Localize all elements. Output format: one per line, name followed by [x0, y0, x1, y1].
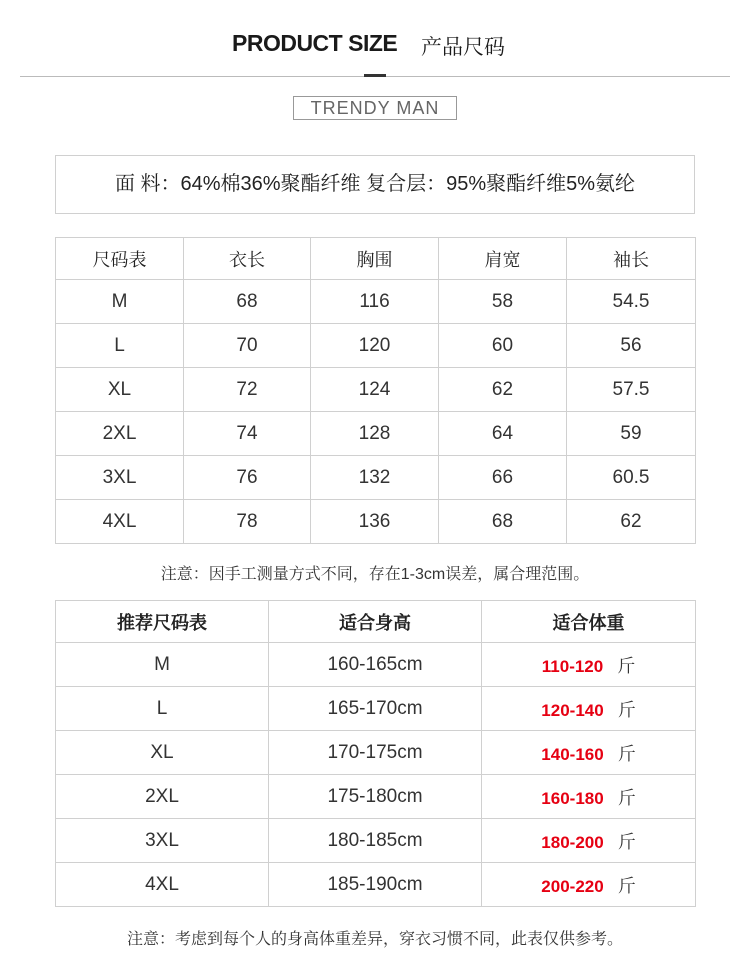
measurement-cell: 54.5	[567, 280, 696, 324]
size-label-cell: 3XL	[56, 819, 269, 863]
measurement-cell: 68	[184, 280, 311, 324]
weight-unit: 斤	[617, 831, 636, 852]
height-range-cell: 185-190cm	[269, 863, 482, 907]
size-label-cell: L	[56, 687, 269, 731]
size-table-header-row	[56, 238, 696, 280]
measurement-cell: 66	[439, 456, 567, 500]
measurement-note: 注意：因手工测量方式不同，存在1-3cm误差，属合理范围。	[160, 566, 590, 583]
recommend-table-header-row	[56, 601, 696, 643]
recommend-table	[55, 600, 696, 907]
recommend-table-row	[56, 731, 696, 775]
size-label-cell: 2XL	[56, 412, 184, 456]
weight-unit: 斤	[617, 655, 636, 676]
size-table-row	[56, 324, 696, 368]
measurement-cell: 58	[439, 280, 567, 324]
size-table-header-cell: 胸围	[311, 238, 439, 280]
measurement-cell: 68	[439, 500, 567, 544]
recommend-table-header-cell: 适合身高	[269, 601, 482, 643]
measurement-cell: 74	[184, 412, 311, 456]
brand-tag: TRENDY MAN	[293, 96, 457, 120]
measurement-cell: 59	[567, 412, 696, 456]
size-label-cell: M	[56, 280, 184, 324]
size-table-header-cell: 尺码表	[56, 238, 184, 280]
recommend-table-row	[56, 863, 696, 907]
measurement-cell: 60	[439, 324, 567, 368]
measurement-cell: 60.5	[567, 456, 696, 500]
weight-range-value: 200-220	[541, 876, 604, 896]
measurement-cell: 62	[567, 500, 696, 544]
measurement-cell: 128	[311, 412, 439, 456]
size-table-header-cell: 衣长	[184, 238, 311, 280]
weight-range-value: 110-120	[541, 656, 604, 676]
measurement-cell: 120	[311, 324, 439, 368]
size-table-row	[56, 456, 696, 500]
size-label-cell: 3XL	[56, 456, 184, 500]
recommend-table-header-cell: 推荐尺码表	[56, 601, 269, 643]
size-label-cell: XL	[56, 368, 184, 412]
weight-unit: 斤	[617, 875, 636, 896]
measurement-cell: 132	[311, 456, 439, 500]
measurement-cell: 62	[439, 368, 567, 412]
size-table-header-cell: 袖长	[567, 238, 696, 280]
recommend-table-row	[56, 775, 696, 819]
size-label-cell: L	[56, 324, 184, 368]
weight-unit: 斤	[617, 743, 636, 764]
size-table-header-cell: 肩宽	[439, 238, 567, 280]
size-table	[55, 237, 696, 544]
reference-note: 注意：考虑到每个人的身高体重差异，穿衣习惯不同，此表仅供参考。	[126, 931, 623, 948]
weight-range-value: 120-140	[541, 700, 604, 720]
weight-range-value: 140-160	[541, 744, 604, 764]
fabric-composition: 面 料：64%棉36%聚酯纤维 复合层：95%聚酯纤维5%氨纶	[55, 155, 695, 214]
weight-range-value: 180-200	[541, 832, 604, 852]
measurement-cell: 76	[184, 456, 311, 500]
measurement-cell: 70	[184, 324, 311, 368]
measurement-cell: 124	[311, 368, 439, 412]
size-table-row	[56, 500, 696, 544]
measurement-cell: 72	[184, 368, 311, 412]
measurement-cell: 116	[311, 280, 439, 324]
size-table-row	[56, 280, 696, 324]
recommend-table-header-cell: 适合体重	[482, 601, 696, 643]
height-range-cell: 180-185cm	[269, 819, 482, 863]
height-range-cell: 175-180cm	[269, 775, 482, 819]
measurement-cell: 136	[311, 500, 439, 544]
size-table-row	[56, 368, 696, 412]
size-label-cell: M	[56, 643, 269, 687]
weight-range-cell	[482, 731, 696, 775]
height-range-cell: 160-165cm	[269, 643, 482, 687]
size-label-cell: 4XL	[56, 863, 269, 907]
height-range-cell: 170-175cm	[269, 731, 482, 775]
weight-unit: 斤	[617, 699, 636, 720]
size-table-row	[56, 412, 696, 456]
height-range-cell: 165-170cm	[269, 687, 482, 731]
weight-range-cell	[482, 863, 696, 907]
weight-range-cell	[482, 819, 696, 863]
measurement-cell: 57.5	[567, 368, 696, 412]
measurement-cell: 78	[184, 500, 311, 544]
weight-unit: 斤	[617, 787, 636, 808]
size-label-cell: XL	[56, 731, 269, 775]
measurement-cell: 56	[567, 324, 696, 368]
weight-range-cell	[482, 775, 696, 819]
page-title-cn: 产品尺码	[421, 36, 505, 59]
weight-range-cell	[482, 643, 696, 687]
recommend-table-row	[56, 687, 696, 731]
size-label-cell: 2XL	[56, 775, 269, 819]
size-label-cell: 4XL	[56, 500, 184, 544]
measurement-cell: 64	[439, 412, 567, 456]
header-divider-accent	[364, 74, 386, 77]
recommend-table-row	[56, 819, 696, 863]
page-title-en: PRODUCT SIZE	[232, 30, 398, 56]
weight-range-cell	[482, 687, 696, 731]
recommend-table-row	[56, 643, 696, 687]
weight-range-value: 160-180	[541, 788, 604, 808]
